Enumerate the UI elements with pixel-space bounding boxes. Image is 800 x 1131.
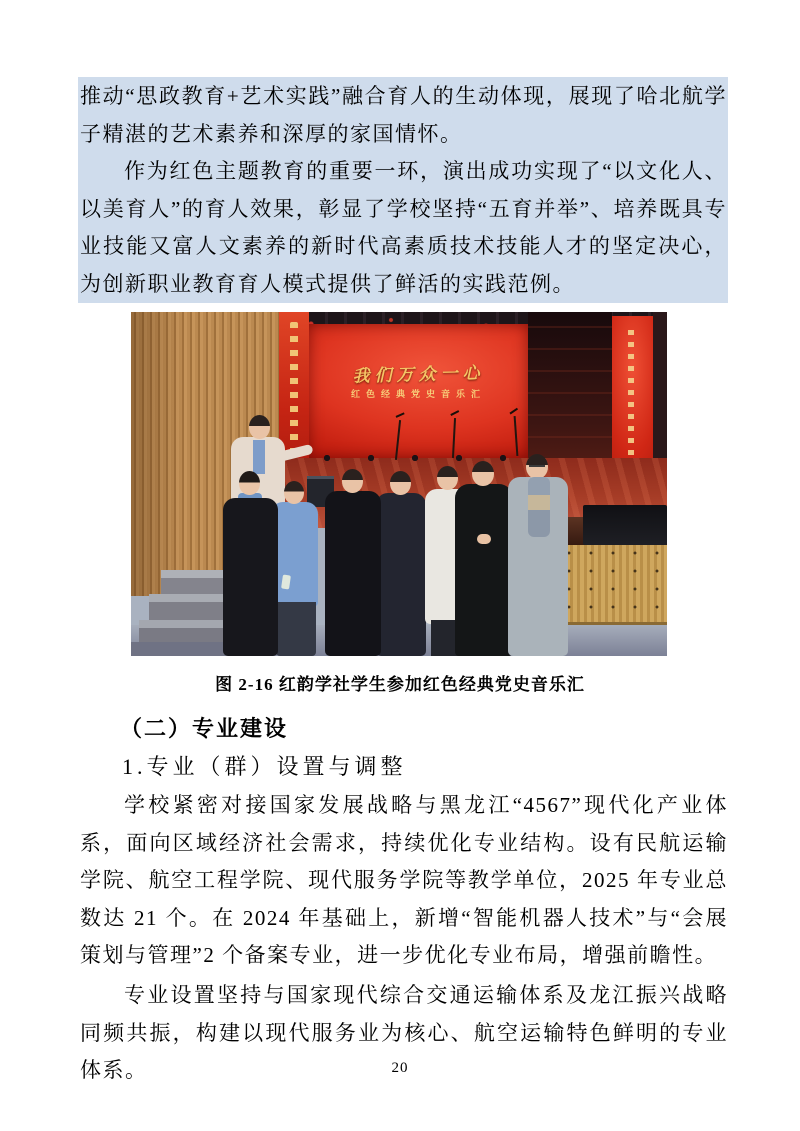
- speaker-box: [583, 505, 667, 545]
- person-grey-coat-head: [526, 454, 548, 479]
- section-heading: （二）专业建设: [120, 716, 289, 741]
- stage-lights-row: [317, 452, 537, 464]
- person-black-puffer-girl-body: [223, 498, 278, 656]
- person-standing-girl-head: [249, 415, 270, 439]
- person-black-puffer-boy-body: [325, 491, 381, 656]
- person-black-coat-hands: [477, 534, 491, 544]
- paragraph: 学校紧密对接国家发展战略与黑龙江“4567”现代化产业体系，面向区域经济社会需求，持续优化专业结构。设有民航运输学院、航空工程学院、现代服务学院等教学单位，2025 年专业总数达 21 个。在 2024 年基础上，新增“智能机器人技术”与“会展策划与管理”2 个备案专业，进一步优化专业布局，增强前瞻性。: [80, 793, 728, 967]
- person-blue-jacket-girl-body: [271, 502, 318, 607]
- person-grey-coat-scarf: [528, 477, 550, 537]
- person-black-puffer-boy-head: [342, 469, 363, 493]
- person-black-coat-head: [472, 461, 494, 486]
- stair-step: [149, 594, 233, 620]
- paragraph: 专业设置坚持与国家现代综合交通运输体系及龙江振兴战略同频共振，构建以现代服务业为核心、航空运输特色鲜明的专业体系。: [80, 983, 728, 1082]
- figure-caption: 图 2-16 红韵学社学生参加红色经典党史音乐汇: [215, 675, 585, 694]
- perforated-wood-panel: [559, 545, 667, 627]
- section-subheading: 1.专业（群）设置与调整: [122, 754, 407, 779]
- person-blue-jacket-girl-skirt: [276, 602, 316, 656]
- person-navy-puffer-head: [390, 471, 411, 495]
- person-blue-jacket-girl-head: [284, 481, 304, 504]
- led-screen: [309, 324, 528, 458]
- screen-title-calligraphy: 我们万众一心: [352, 363, 485, 386]
- person-standing-girl-inner: [253, 440, 265, 474]
- paragraph: 作为红色主题教育的重要一环，演出成功实现了“以文化人、以美育人”的育人效果，彰显了学校坚持“五育并举”、培养既具专业技能又富人文素养的新时代高素质技术技能人才的坚定决心，为创新职业教育育人模式提供了鲜活的实践范例。: [80, 159, 727, 296]
- person-navy-puffer-body: [376, 493, 426, 656]
- person-black-coat-body: [455, 484, 513, 656]
- stair-step: [131, 642, 233, 656]
- person-white-puffer-head: [437, 466, 458, 490]
- highlighted-text-block: [78, 77, 728, 303]
- page-number: 20: [391, 1060, 409, 1076]
- person-black-puffer-girl-head: [239, 471, 260, 495]
- paragraph: 推动“思政教育+艺术实践”融合育人的生动体现，展现了哈北航学子精湛的艺术素养和深厚的家国情怀。: [80, 84, 727, 146]
- screen-subtitle: 红色经典党史音乐汇: [350, 389, 486, 399]
- event-photo: [131, 312, 667, 656]
